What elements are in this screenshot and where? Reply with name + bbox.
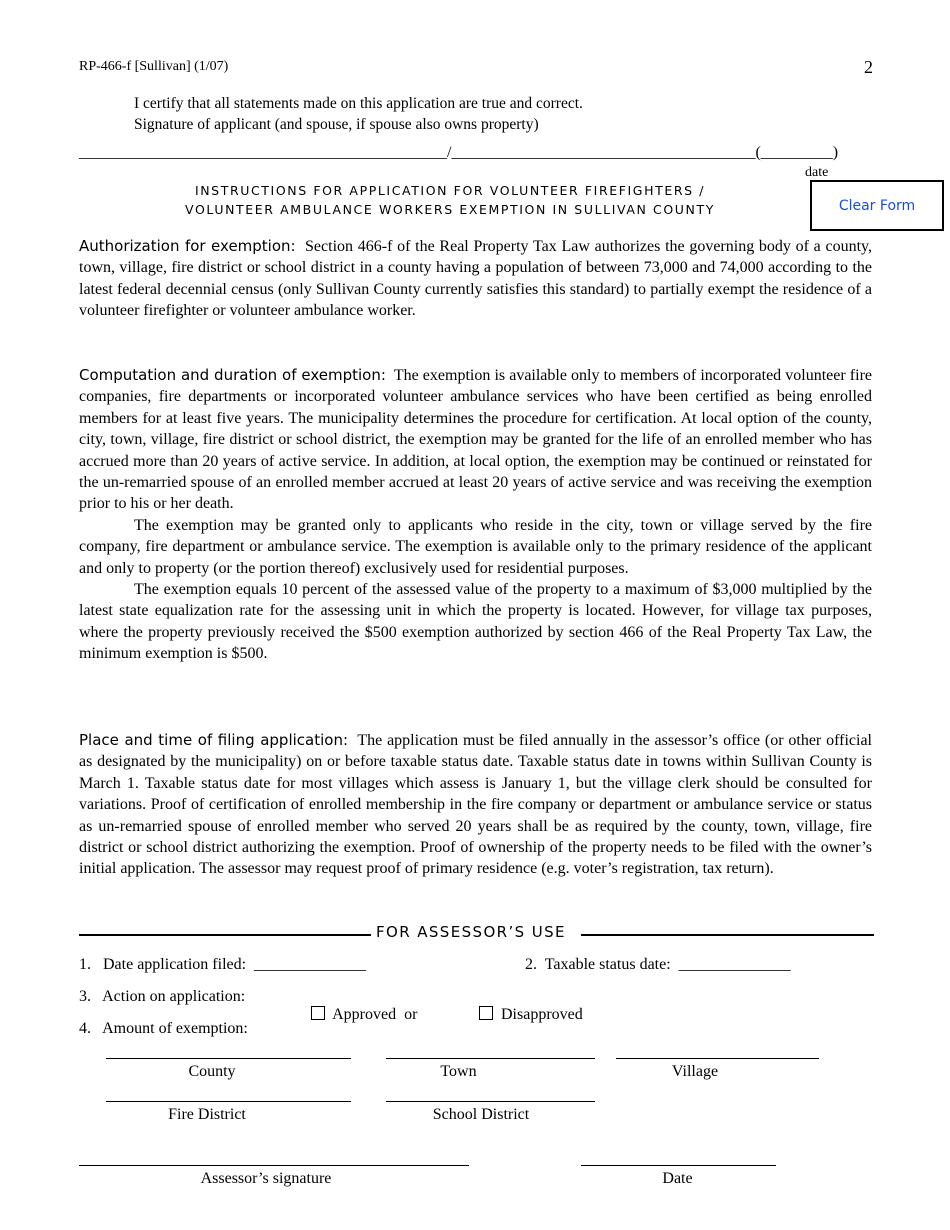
school-district-amount-line[interactable] [386, 1101, 595, 1102]
approved-option[interactable] [303, 988, 417, 1024]
assessor-date-label: Date [662, 1170, 693, 1187]
town-label: Town [440, 1063, 477, 1080]
county-label: County [188, 1063, 236, 1080]
computation-heading: Computation and duration of exemption: [79, 366, 386, 384]
approved-checkbox[interactable] [311, 1006, 325, 1020]
signature-line[interactable]: ______________________________________________/______________________________________(_________) [79, 144, 839, 161]
instructions-title-line-2: VOLUNTEER AMBULANCE WORKERS EXEMPTION IN SULLIVAN COUNTY [185, 202, 715, 217]
authorization-text: Section 466-f of the Real Property Tax Law authorizes the governing body of a county, town, village, fire district or school district in a county having a population of between 73,000 and 74,000 according to the latest federal decennial census (only Sullivan County currently satisfies this standard) to partially exempt the residence of a volunteer firefighter or volunteer ambulance worker. [79, 238, 873, 320]
clear-form-button[interactable]: Clear Form [810, 180, 944, 231]
filing-heading: Place and time of filing application: [79, 731, 349, 749]
approved-label: Approved or [332, 1006, 418, 1023]
assessor-date-line[interactable] [581, 1165, 776, 1166]
assessor-rule-left [79, 934, 371, 936]
village-amount-line[interactable] [616, 1058, 819, 1059]
assessor-signature-label: Assessor’s signature [200, 1170, 332, 1187]
form-id: RP-466-f [Sullivan] (1/07) [79, 59, 229, 74]
instructions-title-line-1: INSTRUCTIONS FOR APPLICATION FOR VOLUNTEER FIREFIGHTERS / [194, 183, 706, 198]
page-number: 2 [864, 57, 873, 77]
computation-text: The exemption is available only to members of incorporated volunteer fire companies, fire departments or incorporated volunteer ambulance services who have been certified as being enrolled members for at least five years. The municipality determines the procedure for certification. At local option of the county, city, town, village, fire district or school district, the exemption may be granted for the life of an enrolled member who has accrued more than 20 years of active service. In addition, at local option, the exemption may be continued or reinstated for the un-remarried spouse of an enrolled member accrued at least 20 years of active service and was receiving the exemption prior to his or her death. [79, 367, 873, 513]
date-label: date [805, 165, 829, 180]
assessor-signature-line[interactable] [79, 1165, 469, 1166]
assessor-rule-right [581, 934, 874, 936]
authorization-heading: Authorization for exemption: [79, 237, 296, 255]
taxable-status-date-field[interactable]: 2. Taxable status date: ______________ [525, 956, 791, 973]
certification-line-2: Signature of applicant (and spouse, if spouse also owns property) [134, 116, 539, 133]
disapproved-label: Disapproved [501, 1006, 583, 1023]
authorization-section [79, 236, 872, 322]
computation-paragraph-2: The exemption may be granted only to applicants who reside in the city, town or village served by the fire company, fire department or ambulance service. The exemption is available only to the primary residence of the applicant and only to property (or the portion thereof) exclusively used for residential purposes. [79, 516, 872, 577]
village-label: Village [671, 1063, 719, 1080]
disapproved-option[interactable] [471, 988, 583, 1024]
town-amount-line[interactable] [386, 1058, 595, 1059]
fire-district-label: Fire District [168, 1106, 246, 1123]
fire-district-amount-line[interactable] [106, 1101, 351, 1102]
county-amount-line[interactable] [106, 1058, 351, 1059]
assessor-section-title: FOR ASSESSOR’S USE [376, 923, 566, 941]
disapproved-checkbox[interactable] [479, 1006, 493, 1020]
certification-line-1: I certify that all statements made on this application are true and correct. [134, 95, 583, 112]
action-on-application-label: 3. Action on application: [79, 988, 246, 1005]
computation-section [79, 365, 872, 665]
filing-section [79, 730, 872, 880]
filing-text: The application must be filed annually in the assessor’s office (or other official as designated by the municipality) on or before taxable status date. Taxable status date in towns within Sullivan County is March 1. Taxable status date for most villages which assess is January 1, but the village clerk should be consulted for variations. Proof of certification of enrolled membership in the fire company or department or ambulance service or status as un-remarried spouse of enrolled member who served 20 years shall be as required by the county, town, village, fire district or school district authorizing the exemption. Proof of ownership of the property needs to be filed with the owner’s initial application. The assessor may request proof of primary residence (e.g. voter’s registration, tax return). [79, 732, 872, 878]
amount-of-exemption-label: 4. Amount of exemption: [79, 1020, 248, 1037]
computation-paragraph-3: The exemption equals 10 percent of the assessed value of the property to a maximum of $3,000 multiplied by the latest state equalization rate for the assessing unit in which the property is located. However, for village tax purposes, where the property previously received the $500 exemption authorized by section 466 of the Real Property Tax Law, the minimum exemption is $500. [79, 581, 872, 663]
date-application-filed-field[interactable]: 1. Date application filed: ______________ [79, 956, 367, 973]
school-district-label: School District [432, 1106, 530, 1123]
